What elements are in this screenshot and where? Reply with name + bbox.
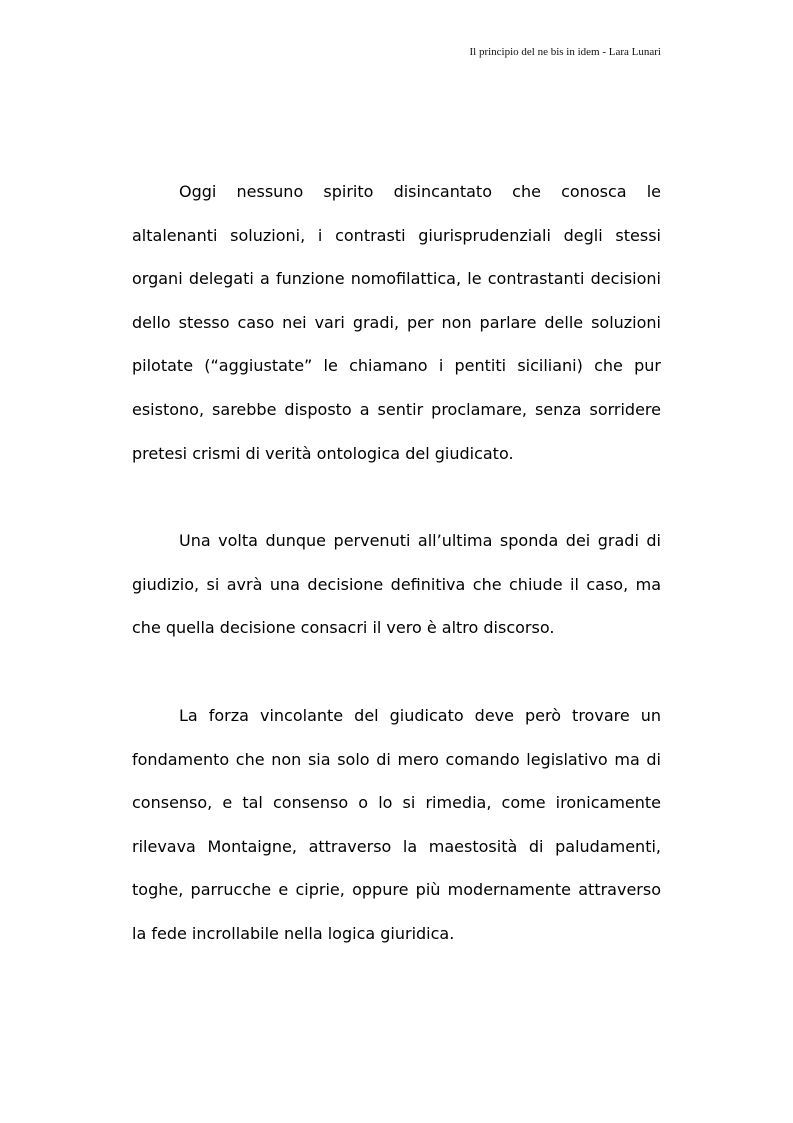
running-header: Il principio del ne bis in idem - Lara Lunari	[469, 46, 661, 58]
paragraph-2: Una volta dunque pervenuti all’ultima sponda dei gradi di giudizio, si avrà una decisione definitiva che chiude il caso, ma che quella decisione consacri il vero è altro discorso.	[132, 531, 661, 638]
body-text	[132, 170, 661, 956]
paragraph-1: Oggi nessuno spirito disincantato che conosca le altalenanti soluzioni, i contrasti giurisprudenziali degli stessi organi delegati a funzione nomofilattica, le contrastanti decisioni dello stesso caso nei vari gradi, per non parlare delle soluzioni pilotate (“aggiustate” le chiamano i pentiti siciliani) che pur esistono, sarebbe disposto a sentir proclamare, senza sorridere pretesi crismi di verità ontologica del giudicato.	[132, 182, 661, 463]
paragraph-3: La forza vincolante del giudicato deve però trovare un fondamento che non sia solo di mero comando legislativo ma di consenso, e tal consenso o lo si rimedia, come ironicamente rilevava Montaigne, attraverso la maestosità di paludamenti, toghe, parrucche e ciprie, oppure più modernamente attraverso la fede incrollabile nella logica giuridica.	[132, 705, 661, 943]
